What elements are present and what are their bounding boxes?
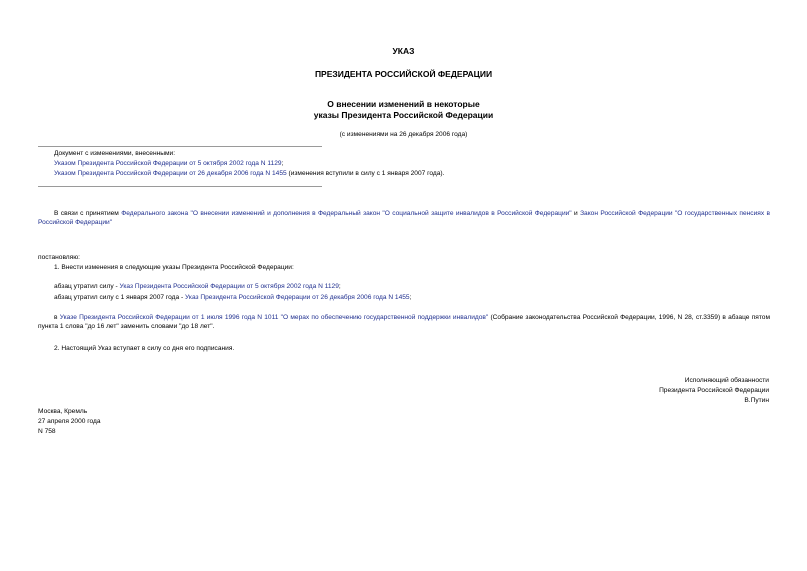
preamble-middle: и: [571, 210, 581, 217]
preamble-lead: В связи с принятием: [54, 210, 122, 217]
item-1-text: 1. Внести изменения в следующие указы Президента Российской Федерации:: [54, 264, 294, 271]
changes-top-divider: [38, 146, 322, 147]
changes-item-2-suffix: (изменения вступили в силу с 1 января 2007 года).: [286, 170, 445, 177]
paragraph-b-tail: ;: [409, 294, 412, 301]
paragraph-a-lead: абзац утратил силу -: [54, 283, 120, 290]
changes-item-2: [54, 170, 444, 178]
paragraph-c-link[interactable]: Указе Президента Российской Федерации от 1 июля 1996 года N 1011 "О мерах по обеспечению государственной поддержки инвалидов": [59, 314, 489, 321]
changes-link-1129[interactable]: Указом Президента Российской Федерации от 5 октября 2002 года N 1129: [54, 160, 282, 167]
preamble-paragraph: [38, 209, 770, 227]
changes-item-1: [54, 160, 283, 168]
paragraph-b: [54, 293, 411, 302]
signature-line-1: Исполняющий обязанности: [684, 377, 769, 384]
doc-name-line1: О внесении изменений в некоторые: [327, 99, 480, 109]
changes-bottom-divider: [38, 186, 322, 187]
changes-item-1-suffix: ;: [281, 160, 284, 167]
changes-intro: Документ с изменениями, внесенными:: [54, 150, 176, 157]
decree-number: N 758: [38, 428, 56, 435]
item-2-text: 2. Настоящий Указ вступает в силу со дня его подписания.: [54, 345, 235, 352]
signing-place: Москва, Кремль: [38, 408, 88, 415]
paragraph-a-tail: ;: [338, 283, 341, 290]
doc-type-title: УКАЗ: [392, 46, 415, 56]
paragraph-c: [38, 313, 770, 331]
paragraph-c-lead: в: [54, 314, 60, 321]
signature-line-2: Президента Российской Федерации: [659, 387, 769, 394]
paragraph-a-link[interactable]: Указ Президента Российской Федерации от 5 октября 2002 года N 1129: [119, 283, 339, 290]
preamble-pension-law-link[interactable]: Закон Российской Федерации "О государственных пенсиях в Российской Федерации": [38, 210, 770, 226]
signature-name: В.Путин: [744, 397, 769, 404]
paragraph-a: [54, 282, 341, 291]
revision-note: (с изменениями на 26 декабря 2006 года): [339, 131, 468, 138]
doc-name-line2: указы Президента Российской Федерации: [313, 110, 494, 120]
paragraph-c-tail: (Собрание законодательства Российской Федерации, 1996, N 28, ст.3359) в абзаце пятом пункта 1 слова "до 16 лет" заменить словами "до 18 лет".: [38, 314, 770, 330]
issuer-title: ПРЕЗИДЕНТА РОССИЙСКОЙ ФЕДЕРАЦИИ: [314, 69, 493, 79]
paragraph-b-link[interactable]: Указ Президента Российской Федерации от 26 декабря 2006 года N 1455: [185, 294, 410, 301]
changes-link-1455[interactable]: Указом Президента Российской Федерации от 26 декабря 2006 года N 1455: [54, 170, 287, 177]
resolve-text: постановляю:: [38, 254, 81, 261]
preamble-federal-law-link[interactable]: Федерального закона "О внесении изменений и дополнения в Федеральный закон "О социальной защите инвалидов в Российской Федерации": [121, 210, 572, 217]
paragraph-b-lead: абзац утратил силу с 1 января 2007 года -: [54, 294, 186, 301]
signing-date: 27 апреля 2000 года: [38, 418, 101, 425]
